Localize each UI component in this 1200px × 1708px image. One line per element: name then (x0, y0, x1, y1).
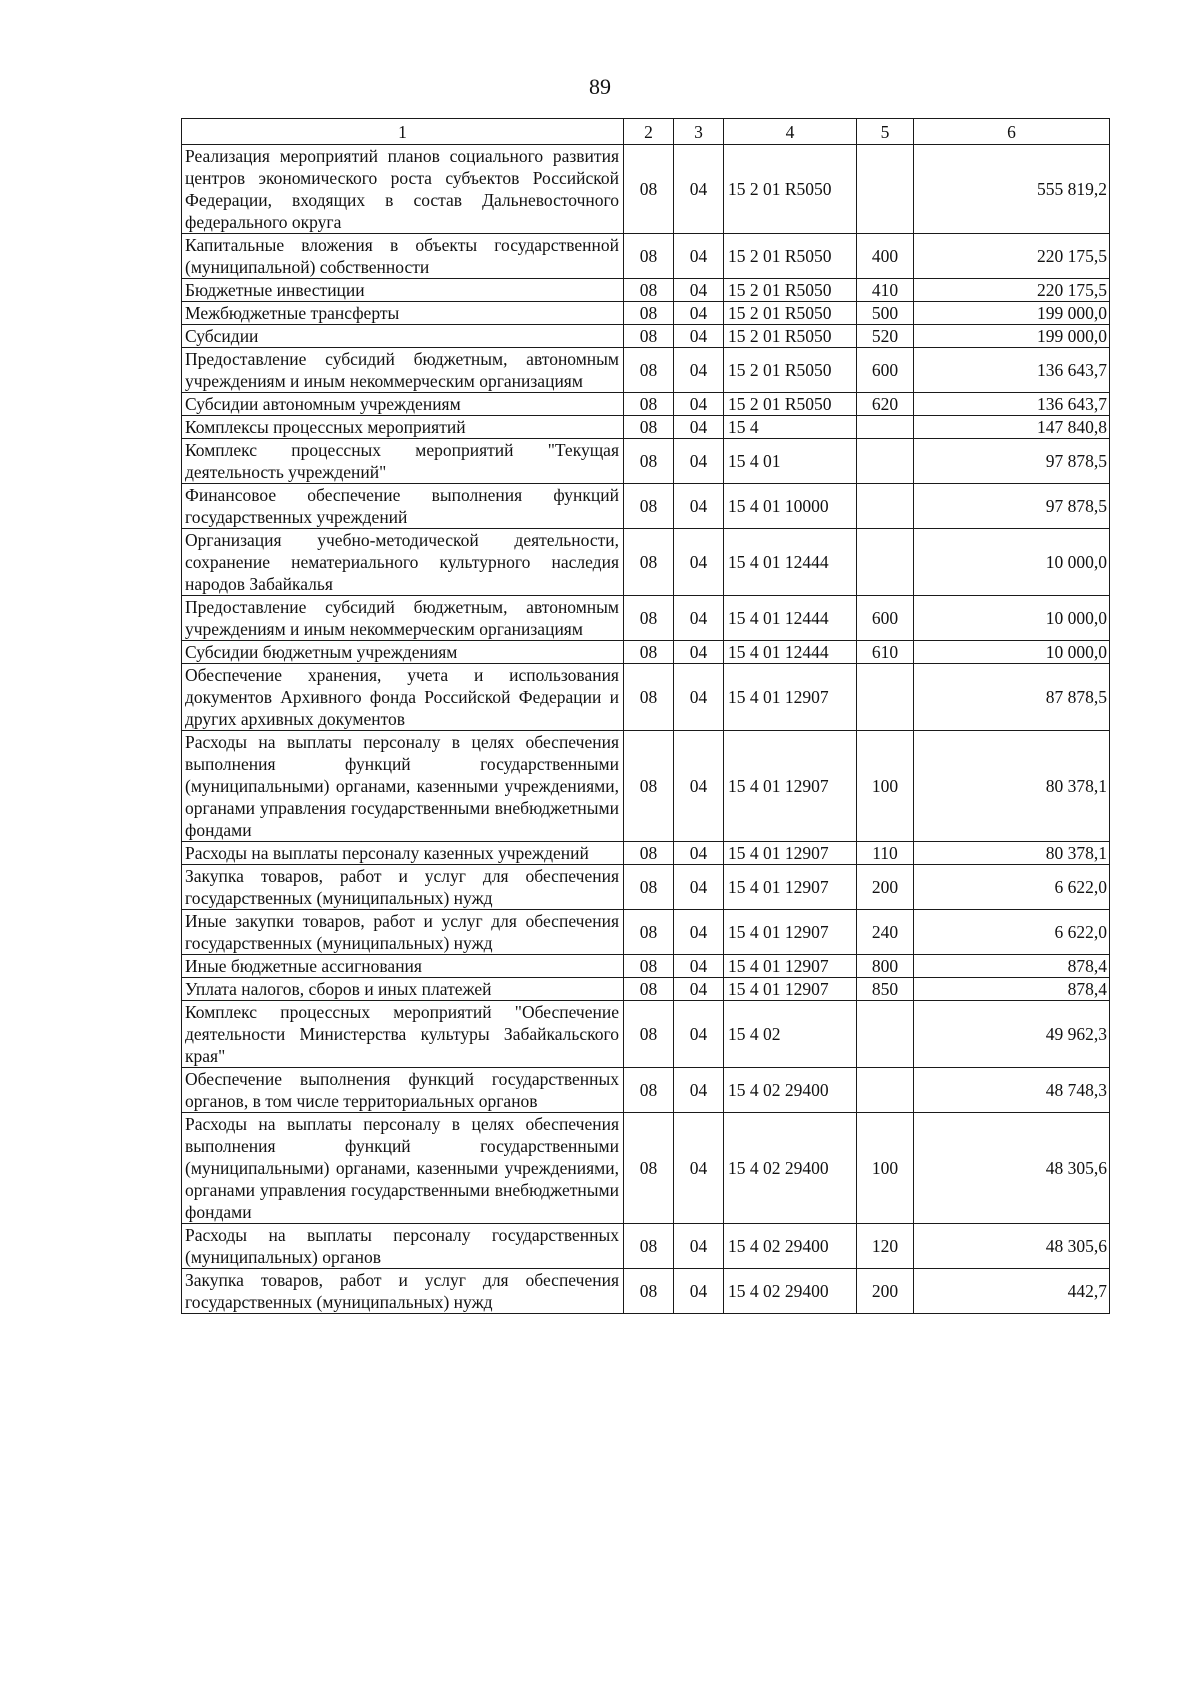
row-expense-type (857, 439, 914, 484)
row-amount: 199 000,0 (914, 325, 1110, 348)
row-expense-type: 500 (857, 302, 914, 325)
row-section: 08 (624, 1068, 674, 1113)
row-name: Межбюджетные трансферты (182, 302, 624, 325)
row-subsection: 04 (674, 1113, 724, 1224)
row-amount: 87 878,5 (914, 664, 1110, 731)
table-row (182, 1224, 1110, 1269)
table-row (182, 664, 1110, 731)
row-subsection: 04 (674, 393, 724, 416)
row-section: 08 (624, 641, 674, 664)
row-section: 08 (624, 325, 674, 348)
table-row (182, 1001, 1110, 1068)
row-amount: 878,4 (914, 955, 1110, 978)
row-subsection: 04 (674, 596, 724, 641)
row-section: 08 (624, 842, 674, 865)
row-subsection: 04 (674, 416, 724, 439)
row-code: 15 4 01 12444 (724, 641, 857, 664)
row-section: 08 (624, 1113, 674, 1224)
row-expense-type: 110 (857, 842, 914, 865)
row-code: 15 4 01 12907 (724, 731, 857, 842)
row-section: 08 (624, 145, 674, 234)
row-section: 08 (624, 1001, 674, 1068)
row-expense-type: 600 (857, 348, 914, 393)
column-header-section: 2 (624, 119, 674, 145)
row-subsection: 04 (674, 279, 724, 302)
row-name: Расходы на выплаты персоналу в целях обеспечения выполнения функций государственными (муниципальными) органами, казенными учреждениями, органами управления государственными внебюджетными фондами (182, 1113, 624, 1224)
row-amount: 10 000,0 (914, 641, 1110, 664)
row-code: 15 4 01 12907 (724, 842, 857, 865)
row-expense-type (857, 416, 914, 439)
row-expense-type (857, 664, 914, 731)
row-amount: 555 819,2 (914, 145, 1110, 234)
row-subsection: 04 (674, 842, 724, 865)
row-code: 15 4 02 (724, 1001, 857, 1068)
row-code: 15 2 01 R5050 (724, 234, 857, 279)
row-amount: 136 643,7 (914, 393, 1110, 416)
row-amount: 220 175,5 (914, 234, 1110, 279)
row-expense-type (857, 529, 914, 596)
row-subsection: 04 (674, 910, 724, 955)
row-subsection: 04 (674, 1269, 724, 1314)
row-amount: 10 000,0 (914, 596, 1110, 641)
row-code: 15 2 01 R5050 (724, 393, 857, 416)
table-row (182, 348, 1110, 393)
row-section: 08 (624, 1269, 674, 1314)
row-expense-type: 850 (857, 978, 914, 1001)
row-code: 15 2 01 R5050 (724, 302, 857, 325)
row-subsection: 04 (674, 1068, 724, 1113)
table-row (182, 910, 1110, 955)
row-amount: 80 378,1 (914, 842, 1110, 865)
column-header-type: 5 (857, 119, 914, 145)
row-section: 08 (624, 439, 674, 484)
table-row (182, 393, 1110, 416)
row-code: 15 4 01 12907 (724, 664, 857, 731)
row-section: 08 (624, 393, 674, 416)
row-code: 15 4 01 12907 (724, 978, 857, 1001)
row-expense-type: 120 (857, 1224, 914, 1269)
row-code: 15 4 02 29400 (724, 1113, 857, 1224)
row-code: 15 2 01 R5050 (724, 325, 857, 348)
row-name: Расходы на выплаты персоналу казенных учреждений (182, 842, 624, 865)
row-section: 08 (624, 731, 674, 842)
row-subsection: 04 (674, 1224, 724, 1269)
table-row (182, 1068, 1110, 1113)
row-expense-type: 200 (857, 865, 914, 910)
row-section: 08 (624, 910, 674, 955)
table-row (182, 978, 1110, 1001)
row-name: Капитальные вложения в объекты государственной (муниципальной) собственности (182, 234, 624, 279)
row-code: 15 4 02 29400 (724, 1224, 857, 1269)
row-amount: 97 878,5 (914, 484, 1110, 529)
table-row (182, 302, 1110, 325)
row-subsection: 04 (674, 484, 724, 529)
row-section: 08 (624, 596, 674, 641)
row-section: 08 (624, 348, 674, 393)
row-amount: 147 840,8 (914, 416, 1110, 439)
row-name: Расходы на выплаты персоналу государственных (муниципальных) органов (182, 1224, 624, 1269)
row-section: 08 (624, 529, 674, 596)
row-section: 08 (624, 484, 674, 529)
table-row (182, 529, 1110, 596)
budget-table (181, 118, 1110, 1314)
row-expense-type: 620 (857, 393, 914, 416)
row-section: 08 (624, 1224, 674, 1269)
row-expense-type (857, 484, 914, 529)
row-name: Организация учебно-методической деятельности, сохранение нематериального культурного наследия народов Забайкалья (182, 529, 624, 596)
table-row (182, 955, 1110, 978)
row-name: Закупка товаров, работ и услуг для обеспечения государственных (муниципальных) нужд (182, 1269, 624, 1314)
row-subsection: 04 (674, 302, 724, 325)
row-expense-type: 520 (857, 325, 914, 348)
row-section: 08 (624, 416, 674, 439)
row-expense-type: 600 (857, 596, 914, 641)
column-header-amount: 6 (914, 119, 1110, 145)
row-subsection: 04 (674, 325, 724, 348)
row-code: 15 4 02 29400 (724, 1068, 857, 1113)
row-amount: 80 378,1 (914, 731, 1110, 842)
row-code: 15 4 01 12907 (724, 955, 857, 978)
row-amount: 10 000,0 (914, 529, 1110, 596)
row-code: 15 4 02 29400 (724, 1269, 857, 1314)
table-row (182, 865, 1110, 910)
row-section: 08 (624, 865, 674, 910)
row-subsection: 04 (674, 955, 724, 978)
row-expense-type: 100 (857, 731, 914, 842)
row-code: 15 4 01 12444 (724, 596, 857, 641)
row-code: 15 4 01 (724, 439, 857, 484)
table-body (182, 145, 1110, 1314)
row-expense-type: 410 (857, 279, 914, 302)
row-expense-type: 240 (857, 910, 914, 955)
row-subsection: 04 (674, 529, 724, 596)
table-row (182, 439, 1110, 484)
row-section: 08 (624, 279, 674, 302)
row-amount: 49 962,3 (914, 1001, 1110, 1068)
row-expense-type: 400 (857, 234, 914, 279)
row-amount: 878,4 (914, 978, 1110, 1001)
row-expense-type: 800 (857, 955, 914, 978)
row-amount: 97 878,5 (914, 439, 1110, 484)
row-name: Закупка товаров, работ и услуг для обеспечения государственных (муниципальных) нужд (182, 865, 624, 910)
column-header-code: 4 (724, 119, 857, 145)
row-subsection: 04 (674, 348, 724, 393)
row-name: Комплекс процессных мероприятий "Текущая деятельность учреждений" (182, 439, 624, 484)
row-name: Иные бюджетные ассигнования (182, 955, 624, 978)
table-row (182, 596, 1110, 641)
row-subsection: 04 (674, 1001, 724, 1068)
row-expense-type (857, 1068, 914, 1113)
row-expense-type (857, 1001, 914, 1068)
table-row (182, 842, 1110, 865)
row-subsection: 04 (674, 439, 724, 484)
row-subsection: 04 (674, 145, 724, 234)
table-row (182, 1113, 1110, 1224)
row-code: 15 2 01 R5050 (724, 279, 857, 302)
row-section: 08 (624, 234, 674, 279)
row-amount: 48 305,6 (914, 1224, 1110, 1269)
row-section: 08 (624, 664, 674, 731)
row-name: Субсидии (182, 325, 624, 348)
table-row (182, 731, 1110, 842)
row-subsection: 04 (674, 641, 724, 664)
row-subsection: 04 (674, 234, 724, 279)
column-header-subsection: 3 (674, 119, 724, 145)
row-name: Уплата налогов, сборов и иных платежей (182, 978, 624, 1001)
table-row (182, 325, 1110, 348)
table-row (182, 234, 1110, 279)
row-subsection: 04 (674, 664, 724, 731)
row-expense-type (857, 145, 914, 234)
row-section: 08 (624, 978, 674, 1001)
row-subsection: 04 (674, 978, 724, 1001)
row-code: 15 2 01 R5050 (724, 348, 857, 393)
row-name: Комплекс процессных мероприятий "Обеспечение деятельности Министерства культуры Забайкальского края" (182, 1001, 624, 1068)
row-subsection: 04 (674, 865, 724, 910)
row-name: Финансовое обеспечение выполнения функций государственных учреждений (182, 484, 624, 529)
row-name: Предоставление субсидий бюджетным, автономным учреждениям и иным некоммерческим организациям (182, 596, 624, 641)
row-code: 15 4 01 12907 (724, 865, 857, 910)
row-name: Реализация мероприятий планов социального развития центров экономического роста субъектов Российской Федерации, входящих в состав Дальневосточного федерального округа (182, 145, 624, 234)
row-section: 08 (624, 955, 674, 978)
table-row (182, 1269, 1110, 1314)
row-amount: 442,7 (914, 1269, 1110, 1314)
row-name: Субсидии бюджетным учреждениям (182, 641, 624, 664)
row-amount: 199 000,0 (914, 302, 1110, 325)
row-code: 15 2 01 R5050 (724, 145, 857, 234)
row-name: Иные закупки товаров, работ и услуг для обеспечения государственных (муниципальных) нужд (182, 910, 624, 955)
row-code: 15 4 01 12907 (724, 910, 857, 955)
table-row (182, 484, 1110, 529)
table-row (182, 279, 1110, 302)
table-row (182, 145, 1110, 234)
row-expense-type: 610 (857, 641, 914, 664)
row-name: Субсидии автономным учреждениям (182, 393, 624, 416)
row-amount: 220 175,5 (914, 279, 1110, 302)
row-section: 08 (624, 302, 674, 325)
header-row (182, 119, 1110, 145)
table-row (182, 416, 1110, 439)
row-code: 15 4 01 12444 (724, 529, 857, 596)
row-amount: 136 643,7 (914, 348, 1110, 393)
row-amount: 6 622,0 (914, 910, 1110, 955)
row-name: Обеспечение хранения, учета и использования документов Архивного фонда Российской Федерации и других архивных документов (182, 664, 624, 731)
row-expense-type: 200 (857, 1269, 914, 1314)
row-code: 15 4 01 10000 (724, 484, 857, 529)
page-number: 89 (589, 74, 611, 99)
row-subsection: 04 (674, 731, 724, 842)
row-name: Комплексы процессных мероприятий (182, 416, 624, 439)
row-name: Бюджетные инвестиции (182, 279, 624, 302)
row-amount: 48 305,6 (914, 1113, 1110, 1224)
row-amount: 48 748,3 (914, 1068, 1110, 1113)
column-header-name: 1 (182, 119, 624, 145)
row-name: Обеспечение выполнения функций государственных органов, в том числе территориальных органов (182, 1068, 624, 1113)
row-name: Предоставление субсидий бюджетным, автономным учреждениям и иным некоммерческим организациям (182, 348, 624, 393)
row-code: 15 4 (724, 416, 857, 439)
table-row (182, 641, 1110, 664)
row-amount: 6 622,0 (914, 865, 1110, 910)
row-expense-type: 100 (857, 1113, 914, 1224)
row-name: Расходы на выплаты персоналу в целях обеспечения выполнения функций государственными (муниципальными) органами, казенными учреждениями, органами управления государственными внебюджетными фондами (182, 731, 624, 842)
